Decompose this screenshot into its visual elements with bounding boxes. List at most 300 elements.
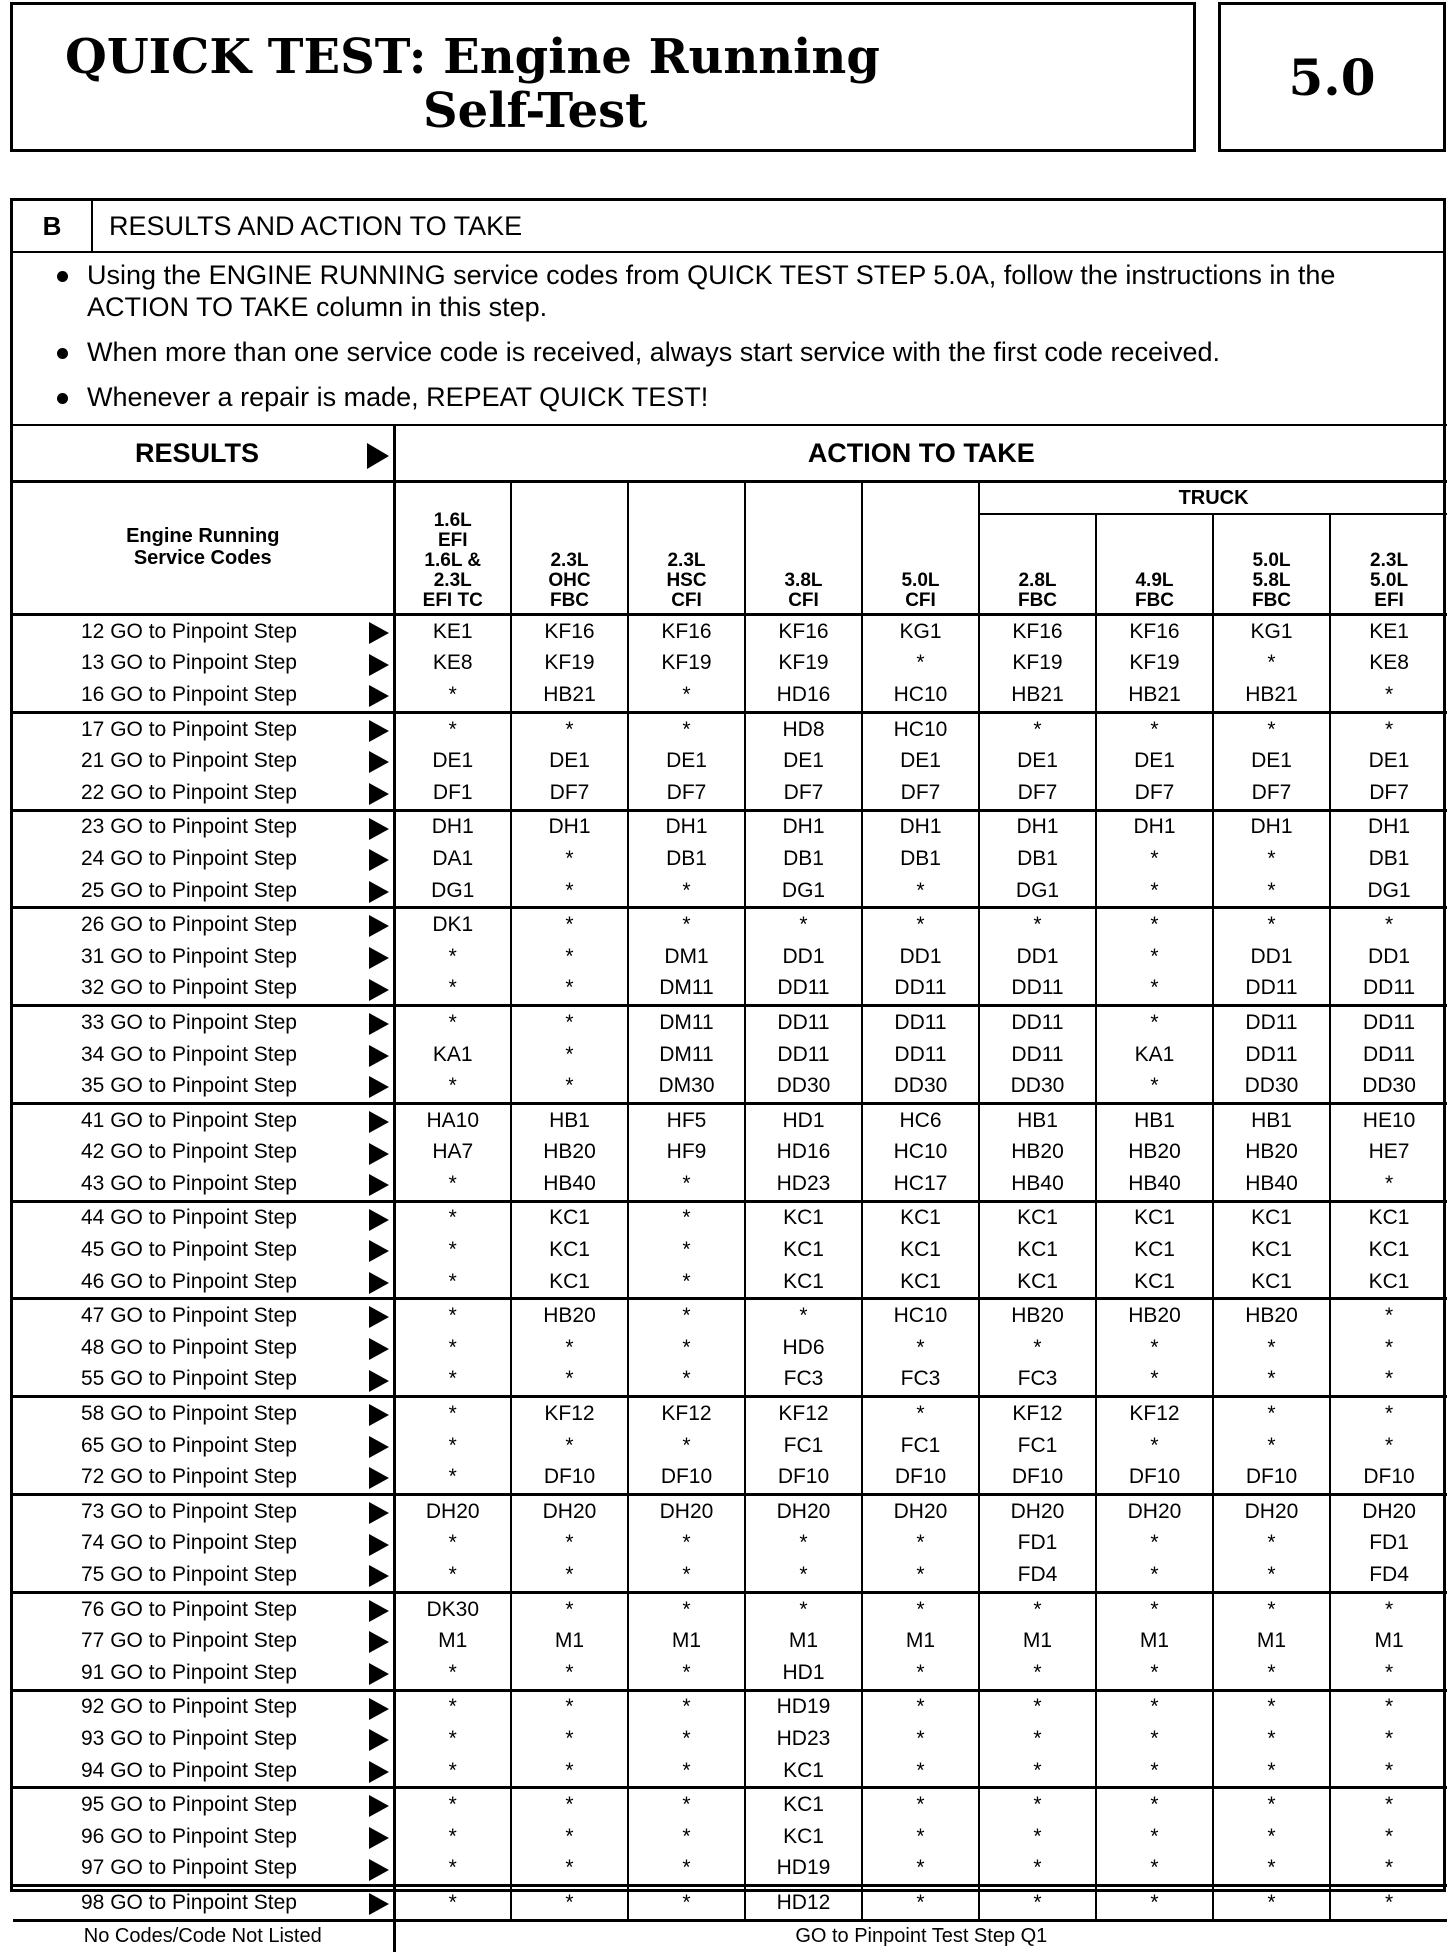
table-row — [13, 1657, 1447, 1690]
table-row — [13, 1723, 1447, 1755]
action-cell: FD1 — [979, 1528, 1096, 1560]
action-cell: * — [394, 973, 511, 1006]
action-cell: * — [394, 1266, 511, 1299]
action-cell: HB1 — [979, 1103, 1096, 1136]
action-cell: FD4 — [979, 1559, 1096, 1592]
action-cell: * — [862, 1723, 979, 1755]
action-cell: KF19 — [979, 648, 1096, 680]
action-cell: HB1 — [1213, 1103, 1330, 1136]
action-header: ACTION TO TAKE — [394, 425, 1447, 482]
action-cell: DD1 — [862, 941, 979, 973]
results-header — [13, 425, 394, 482]
action-cell: DH20 — [862, 1495, 979, 1528]
column-header-line: EFI — [437, 530, 468, 551]
action-cell: KG1 — [1213, 615, 1330, 648]
action-cell: DF7 — [1330, 777, 1447, 810]
action-cell: HD1 — [745, 1103, 862, 1136]
action-cell: DF1 — [394, 777, 511, 810]
action-cell: * — [862, 1559, 979, 1592]
action-cell: * — [1213, 1886, 1330, 1921]
service-code-cell — [13, 1430, 394, 1462]
action-cell: * — [628, 1168, 745, 1201]
step-title: RESULTS AND ACTION TO TAKE — [109, 210, 523, 241]
instruction-item: Using the ENGINE RUNNING service codes from QUICK TEST STEP 5.0A, follow the instructions in the ACTION TO TAKE column in this step. — [57, 259, 1427, 323]
column-header-line: 1.6L — [433, 510, 472, 531]
column-header-line: 2.3L — [550, 550, 589, 571]
column-header-line: FBC — [549, 590, 590, 611]
action-cell: DD11 — [862, 973, 979, 1006]
action-cell: * — [1213, 1723, 1330, 1755]
action-cell: DH1 — [394, 810, 511, 843]
action-cell: DE1 — [1096, 745, 1213, 777]
action-cell: DF10 — [628, 1461, 745, 1494]
service-code-label: 21 GO to Pinpoint Step — [81, 749, 297, 773]
action-cell: * — [1096, 1070, 1213, 1103]
arrow-right-icon — [369, 1436, 389, 1458]
action-cell: HD6 — [745, 1332, 862, 1364]
action-cell: * — [394, 1201, 511, 1234]
service-code-label: 31 GO to Pinpoint Step — [81, 944, 297, 968]
column-header-line: 5.0L — [901, 570, 940, 591]
arrow-right-icon — [369, 1795, 389, 1817]
service-code-label: 42 GO to Pinpoint Step — [81, 1140, 297, 1164]
arrow-right-icon — [369, 622, 389, 644]
action-cell: * — [628, 712, 745, 745]
service-code-cell — [13, 712, 394, 745]
action-cell: * — [1213, 712, 1330, 745]
action-cell: DF10 — [1330, 1461, 1447, 1494]
action-cell: * — [1330, 1592, 1447, 1625]
table-row — [13, 1788, 1447, 1821]
service-code-label: 65 GO to Pinpoint Step — [81, 1433, 297, 1457]
results-table — [13, 424, 1447, 1952]
service-code-label: 17 GO to Pinpoint Step — [81, 717, 297, 741]
column-header-line: OHC — [548, 570, 591, 591]
action-cell: * — [1213, 1332, 1330, 1364]
service-code-cell — [13, 973, 394, 1006]
arrow-right-icon — [369, 1893, 389, 1915]
table-row — [13, 1397, 1447, 1430]
action-cell: DM1 — [628, 941, 745, 973]
arrow-right-icon — [369, 1240, 389, 1262]
title-box — [10, 2, 1196, 152]
service-code-label: 72 GO to Pinpoint Step — [81, 1465, 297, 1489]
truck-engine-column-header — [979, 514, 1096, 615]
action-cell: M1 — [628, 1625, 745, 1657]
action-cell: * — [862, 1657, 979, 1690]
action-cell: * — [1096, 1657, 1213, 1690]
table-row — [13, 1495, 1447, 1528]
action-cell: DE1 — [394, 745, 511, 777]
action-cell: * — [1096, 1886, 1213, 1921]
action-cell: DH1 — [1213, 810, 1330, 843]
action-cell: FC3 — [862, 1364, 979, 1397]
instruction-item: Whenever a repair is made, REPEAT QUICK TEST! — [57, 381, 1427, 413]
action-cell: DF7 — [979, 777, 1096, 810]
action-cell: M1 — [1213, 1625, 1330, 1657]
service-code-cell — [13, 941, 394, 973]
arrow-right-icon — [369, 1467, 389, 1489]
action-cell: * — [1096, 1821, 1213, 1853]
arrow-right-icon — [369, 1565, 389, 1587]
action-cell: DM11 — [628, 1039, 745, 1071]
step-panel — [10, 198, 1446, 1948]
action-cell: * — [511, 1821, 628, 1853]
column-header-line: 1.6L & — [424, 550, 482, 571]
action-cell: DF10 — [979, 1461, 1096, 1494]
action-cell: * — [1213, 1397, 1330, 1430]
action-cell: HB20 — [1096, 1299, 1213, 1332]
action-cell: * — [628, 1234, 745, 1266]
arrow-right-icon — [369, 818, 389, 840]
action-cell: * — [628, 1853, 745, 1886]
action-cell: DE1 — [979, 745, 1096, 777]
arrow-right-icon — [369, 915, 389, 937]
action-cell: HB21 — [979, 679, 1096, 712]
service-code-label: 44 GO to Pinpoint Step — [81, 1206, 297, 1230]
service-code-label: 47 GO to Pinpoint Step — [81, 1304, 297, 1328]
action-cell: DH1 — [979, 810, 1096, 843]
action-cell: DH1 — [628, 810, 745, 843]
action-cell: * — [511, 1755, 628, 1788]
action-cell: * — [1213, 1528, 1330, 1560]
arrow-right-icon — [369, 1143, 389, 1165]
action-cell: DF10 — [745, 1461, 862, 1494]
action-cell: * — [979, 908, 1096, 941]
table-row — [13, 679, 1447, 712]
action-cell: * — [979, 1821, 1096, 1853]
table-row — [13, 875, 1447, 908]
service-code-label: 26 GO to Pinpoint Step — [81, 913, 297, 937]
service-code-cell — [13, 1657, 394, 1690]
column-header-line: 4.9L — [1135, 570, 1174, 591]
action-cell: DH20 — [979, 1495, 1096, 1528]
action-cell: DH20 — [1330, 1495, 1447, 1528]
table-row — [13, 1137, 1447, 1169]
action-cell: * — [394, 1559, 511, 1592]
action-cell: DF7 — [628, 777, 745, 810]
action-cell: * — [1096, 1755, 1213, 1788]
action-cell: DH20 — [1096, 1495, 1213, 1528]
action-cell: KF12 — [979, 1397, 1096, 1430]
action-cell: * — [1213, 1821, 1330, 1853]
table-row — [13, 712, 1447, 745]
service-code-label: 76 GO to Pinpoint Step — [81, 1597, 297, 1621]
service-code-label: 73 GO to Pinpoint Step — [81, 1499, 297, 1523]
table-row — [13, 1755, 1447, 1788]
action-cell: HD8 — [745, 712, 862, 745]
action-cell: HB20 — [1213, 1137, 1330, 1169]
action-cell: HD23 — [745, 1168, 862, 1201]
arrow-right-icon — [369, 1404, 389, 1426]
action-cell: * — [394, 1397, 511, 1430]
action-cell: * — [1330, 908, 1447, 941]
service-code-cell — [13, 679, 394, 712]
service-code-label: 41 GO to Pinpoint Step — [81, 1108, 297, 1132]
column-header-line: 2.3L — [1370, 550, 1409, 571]
action-cell: HB21 — [1213, 679, 1330, 712]
service-code-label: 23 GO to Pinpoint Step — [81, 815, 297, 839]
service-code-cell — [13, 1397, 394, 1430]
action-cell: FC1 — [979, 1430, 1096, 1462]
action-cell: * — [511, 973, 628, 1006]
action-cell: DD1 — [979, 941, 1096, 973]
action-cell: DE1 — [745, 745, 862, 777]
service-code-cell — [13, 1039, 394, 1071]
table-row — [13, 1039, 1447, 1071]
table-row — [13, 777, 1447, 810]
service-code-label: 74 GO to Pinpoint Step — [81, 1531, 297, 1555]
action-cell: KC1 — [1330, 1201, 1447, 1234]
action-cell: HB20 — [511, 1299, 628, 1332]
column-header-line: 5.0L — [1252, 550, 1291, 571]
table-row — [13, 648, 1447, 680]
no-codes-cell: No Codes/Code Not Listed — [13, 1920, 394, 1952]
action-cell: DG1 — [979, 875, 1096, 908]
action-cell: DD11 — [1213, 973, 1330, 1006]
action-cell: DM11 — [628, 973, 745, 1006]
action-cell: * — [628, 1755, 745, 1788]
service-code-label: 16 GO to Pinpoint Step — [81, 682, 297, 706]
action-cell: * — [511, 1364, 628, 1397]
action-cell: HD1 — [745, 1657, 862, 1690]
arrow-right-icon — [369, 1827, 389, 1849]
action-cell: * — [511, 1332, 628, 1364]
action-cell: KF12 — [745, 1397, 862, 1430]
action-cell: M1 — [979, 1625, 1096, 1657]
service-code-label: 98 GO to Pinpoint Step — [81, 1890, 297, 1914]
service-code-cell — [13, 1137, 394, 1169]
action-cell: DD11 — [745, 1006, 862, 1039]
column-header-line: 3.8L — [784, 570, 823, 591]
service-code-cell — [13, 1364, 394, 1397]
service-code-label: 93 GO to Pinpoint Step — [81, 1726, 297, 1750]
arrow-right-icon — [369, 1663, 389, 1685]
arrow-right-icon — [369, 947, 389, 969]
action-cell: * — [979, 1886, 1096, 1921]
service-code-label: 96 GO to Pinpoint Step — [81, 1824, 297, 1848]
action-cell: KC1 — [1213, 1234, 1330, 1266]
action-cell: * — [628, 679, 745, 712]
action-cell: KF16 — [628, 615, 745, 648]
action-cell: * — [1330, 1723, 1447, 1755]
arrow-right-icon — [369, 751, 389, 773]
action-cell: KF19 — [628, 648, 745, 680]
arrow-right-icon — [369, 783, 389, 805]
arrow-right-icon — [369, 1045, 389, 1067]
engine-column-header — [862, 482, 979, 615]
service-code-label: 75 GO to Pinpoint Step — [81, 1563, 297, 1587]
arrow-right-icon — [369, 1600, 389, 1622]
service-code-label: 48 GO to Pinpoint Step — [81, 1335, 297, 1359]
action-cell: DH1 — [511, 810, 628, 843]
action-cell: DD30 — [745, 1070, 862, 1103]
column-header-line: CFI — [671, 590, 702, 611]
action-cell: KC1 — [862, 1201, 979, 1234]
action-cell: DE1 — [1330, 745, 1447, 777]
action-cell: KC1 — [979, 1201, 1096, 1234]
action-cell: * — [394, 1006, 511, 1039]
truck-engine-column-header — [1096, 514, 1213, 615]
action-cell: * — [1330, 1332, 1447, 1364]
action-cell: * — [394, 1723, 511, 1755]
table-row — [13, 1006, 1447, 1039]
instruction-list — [57, 259, 1427, 426]
instruction-item: When more than one service code is received, always start service with the first code received. — [57, 336, 1427, 368]
arrow-right-icon — [369, 1338, 389, 1360]
action-cell: DD11 — [862, 1006, 979, 1039]
step-letter: B — [13, 201, 93, 251]
action-cell: DA1 — [394, 843, 511, 875]
service-code-label: 13 GO to Pinpoint Step — [81, 651, 297, 675]
action-cell: HC6 — [862, 1103, 979, 1136]
action-cell: DF7 — [862, 777, 979, 810]
action-cell: DD11 — [1330, 973, 1447, 1006]
truck-engine-column-header — [1330, 514, 1447, 615]
service-code-cell — [13, 777, 394, 810]
action-cell: * — [628, 1299, 745, 1332]
action-cell: * — [862, 1886, 979, 1921]
column-header-line: 5.0L — [1370, 570, 1409, 591]
service-code-cell — [13, 1070, 394, 1103]
action-cell: * — [1330, 679, 1447, 712]
action-cell: * — [862, 1821, 979, 1853]
action-cell: * — [745, 908, 862, 941]
service-code-cell — [13, 1625, 394, 1657]
arrow-right-icon — [369, 1631, 389, 1653]
column-header-line: Service Codes — [133, 547, 272, 569]
action-cell: DB1 — [745, 843, 862, 875]
arrow-right-icon — [369, 849, 389, 871]
action-cell: DH1 — [1096, 810, 1213, 843]
action-cell: * — [1096, 1853, 1213, 1886]
action-cell: DD1 — [745, 941, 862, 973]
action-cell: * — [1213, 1430, 1330, 1462]
table-row — [13, 1070, 1447, 1103]
action-cell: * — [1096, 1690, 1213, 1723]
action-cell: HE10 — [1330, 1103, 1447, 1136]
action-cell: KC1 — [1213, 1201, 1330, 1234]
action-cell: * — [394, 941, 511, 973]
action-cell: * — [628, 1690, 745, 1723]
engine-column-header — [745, 482, 862, 615]
table-row — [13, 1690, 1447, 1723]
table-row — [13, 810, 1447, 843]
action-cell: KC1 — [862, 1234, 979, 1266]
action-cell: * — [1330, 1168, 1447, 1201]
action-cell: * — [745, 1592, 862, 1625]
table-row — [13, 908, 1447, 941]
action-cell: KF16 — [511, 615, 628, 648]
service-code-label: 92 GO to Pinpoint Step — [81, 1695, 297, 1719]
action-cell: M1 — [1096, 1625, 1213, 1657]
action-cell: * — [394, 1690, 511, 1723]
service-code-cell — [13, 843, 394, 875]
table-row — [13, 745, 1447, 777]
arrow-right-icon — [369, 1698, 389, 1720]
action-cell: DD11 — [862, 1039, 979, 1071]
action-cell: * — [394, 1528, 511, 1560]
action-cell: * — [628, 1821, 745, 1853]
step-header — [13, 201, 1443, 253]
table-row — [13, 1299, 1447, 1332]
action-cell: KE8 — [1330, 648, 1447, 680]
table-row — [13, 1461, 1447, 1494]
action-cell: * — [979, 1657, 1096, 1690]
action-cell: HB20 — [511, 1137, 628, 1169]
action-cell: * — [628, 1201, 745, 1234]
action-cell: * — [862, 1592, 979, 1625]
action-cell: * — [1096, 1364, 1213, 1397]
action-cell: HC10 — [862, 1137, 979, 1169]
action-cell: HB20 — [1213, 1299, 1330, 1332]
action-cell: DF10 — [1213, 1461, 1330, 1494]
arrow-right-icon — [369, 1729, 389, 1751]
action-cell: * — [628, 1266, 745, 1299]
service-code-cell — [13, 1006, 394, 1039]
action-cell: DH1 — [862, 810, 979, 843]
service-code-cell — [13, 908, 394, 941]
table-row — [13, 1559, 1447, 1592]
action-cell: DG1 — [394, 875, 511, 908]
action-cell: * — [511, 941, 628, 973]
action-cell: DF7 — [745, 777, 862, 810]
action-cell: KE1 — [1330, 615, 1447, 648]
action-cell: * — [1213, 1853, 1330, 1886]
action-cell: * — [1096, 875, 1213, 908]
action-cell: DH1 — [745, 810, 862, 843]
action-cell: * — [862, 1397, 979, 1430]
action-cell: DD30 — [862, 1070, 979, 1103]
action-cell: HB20 — [979, 1299, 1096, 1332]
action-cell: KE1 — [394, 615, 511, 648]
action-cell: KC1 — [511, 1266, 628, 1299]
action-cell: KA1 — [394, 1039, 511, 1071]
action-cell: * — [394, 1788, 511, 1821]
action-cell: * — [745, 1299, 862, 1332]
action-cell: KC1 — [745, 1266, 862, 1299]
action-cell: HE7 — [1330, 1137, 1447, 1169]
action-cell: HF5 — [628, 1103, 745, 1136]
service-code-label: 55 GO to Pinpoint Step — [81, 1367, 297, 1391]
action-cell: HB20 — [979, 1137, 1096, 1169]
arrow-right-icon — [369, 1859, 389, 1881]
results-header-label: RESULTS — [135, 437, 260, 468]
service-code-cell — [13, 1201, 394, 1234]
action-cell: HB21 — [511, 679, 628, 712]
action-cell: HB40 — [1213, 1168, 1330, 1201]
action-cell: * — [862, 1788, 979, 1821]
action-cell: DF7 — [511, 777, 628, 810]
action-cell: * — [511, 1788, 628, 1821]
action-cell: * — [1096, 1528, 1213, 1560]
arrow-right-icon — [369, 1534, 389, 1556]
action-cell: DH20 — [511, 1495, 628, 1528]
column-header-line: FBC — [1134, 590, 1175, 611]
action-cell: * — [394, 1461, 511, 1494]
action-cell: * — [1330, 1788, 1447, 1821]
action-cell: DD11 — [979, 1006, 1096, 1039]
action-cell: DH20 — [628, 1495, 745, 1528]
action-cell: DF10 — [1096, 1461, 1213, 1494]
action-cell: * — [1330, 1886, 1447, 1921]
action-cell: KF19 — [511, 648, 628, 680]
action-cell: * — [1096, 712, 1213, 745]
action-cell: * — [628, 1788, 745, 1821]
action-cell: * — [1096, 1788, 1213, 1821]
service-code-label: 95 GO to Pinpoint Step — [81, 1793, 297, 1817]
table-row — [13, 1201, 1447, 1234]
